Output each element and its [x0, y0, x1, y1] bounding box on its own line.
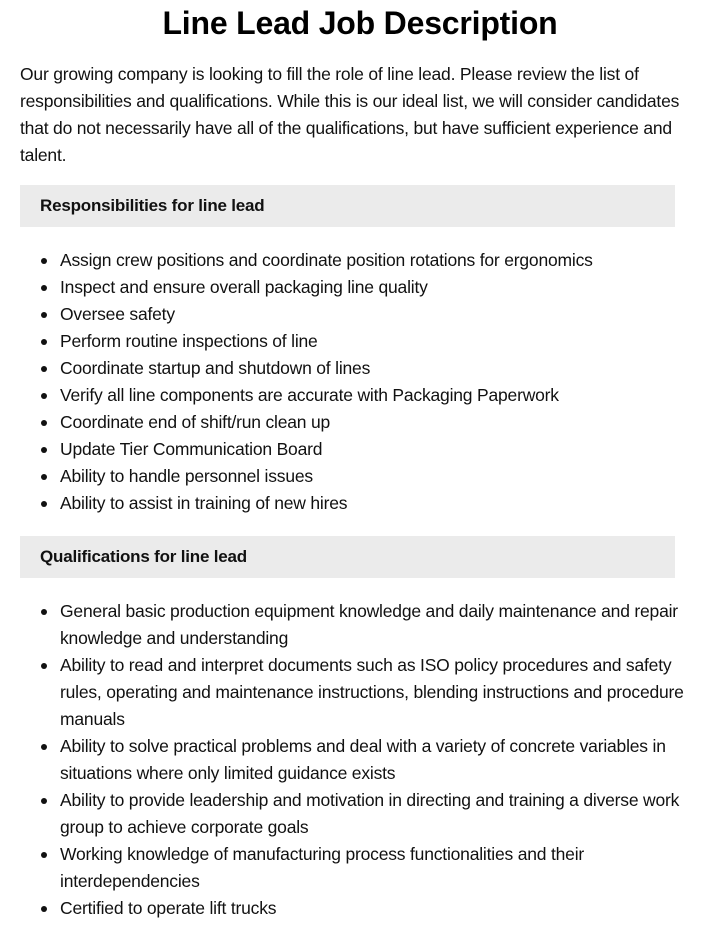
bullet-icon: [41, 663, 47, 669]
bullet-icon: [41, 366, 47, 372]
list-item: Coordinate startup and shutdown of lines: [60, 355, 700, 382]
bullet-icon: [41, 906, 47, 912]
list-item: Ability to read and interpret documents such as ISO policy procedures and safety rules, operating and maintenance instructions, blending instructions and procedure manuals: [60, 652, 700, 733]
list-item: Working knowledge of manufacturing process functionalities and their interdependencies: [60, 841, 700, 895]
list-item: General basic production equipment knowledge and daily maintenance and repair knowledge and understanding: [60, 598, 700, 652]
bullet-icon: [41, 258, 47, 264]
list-item: Coordinate end of shift/run clean up: [60, 409, 700, 436]
responsibilities-section-header: Responsibilities for line lead: [20, 185, 675, 227]
page-title: Line Lead Job Description: [162, 5, 558, 41]
bullet-icon: [41, 393, 47, 399]
list-item: Oversee safety: [60, 301, 700, 328]
list-item: Certified to operate lift trucks: [60, 895, 700, 922]
bullet-icon: [41, 420, 47, 426]
list-item: Ability to solve practical problems and deal with a variety of concrete variables in situations where only limited guidance exists: [60, 733, 700, 787]
bullet-icon: [41, 312, 47, 318]
bullet-icon: [41, 609, 47, 615]
qualifications-section-header: Qualifications for line lead: [20, 536, 675, 578]
list-item: Assign crew positions and coordinate position rotations for ergonomics: [60, 247, 700, 274]
bullet-icon: [41, 798, 47, 804]
bullet-icon: [41, 339, 47, 345]
list-item: Verify all line components are accurate with Packaging Paperwork: [60, 382, 700, 409]
bullet-icon: [41, 447, 47, 453]
bullet-icon: [41, 744, 47, 750]
qualifications-list: [20, 598, 700, 922]
list-item: Ability to provide leadership and motivation in directing and training a diverse work group to achieve corporate goals: [60, 787, 700, 841]
list-item: Update Tier Communication Board: [60, 436, 700, 463]
list-item: Ability to assist in training of new hires: [60, 490, 700, 517]
intro-paragraph: Our growing company is looking to fill the role of line lead. Please review the list of responsibilities and qualifications. While this is our ideal list, we will consider candidates that do not necessarily have all of the qualifications, but have sufficient experience and talent.: [20, 64, 680, 165]
bullet-icon: [41, 285, 47, 291]
bullet-icon: [41, 501, 47, 507]
list-item: Inspect and ensure overall packaging line quality: [60, 274, 700, 301]
bullet-icon: [41, 852, 47, 858]
list-item: Ability to handle personnel issues: [60, 463, 700, 490]
bullet-icon: [41, 474, 47, 480]
list-item: Perform routine inspections of line: [60, 328, 700, 355]
responsibilities-list: [20, 247, 700, 517]
